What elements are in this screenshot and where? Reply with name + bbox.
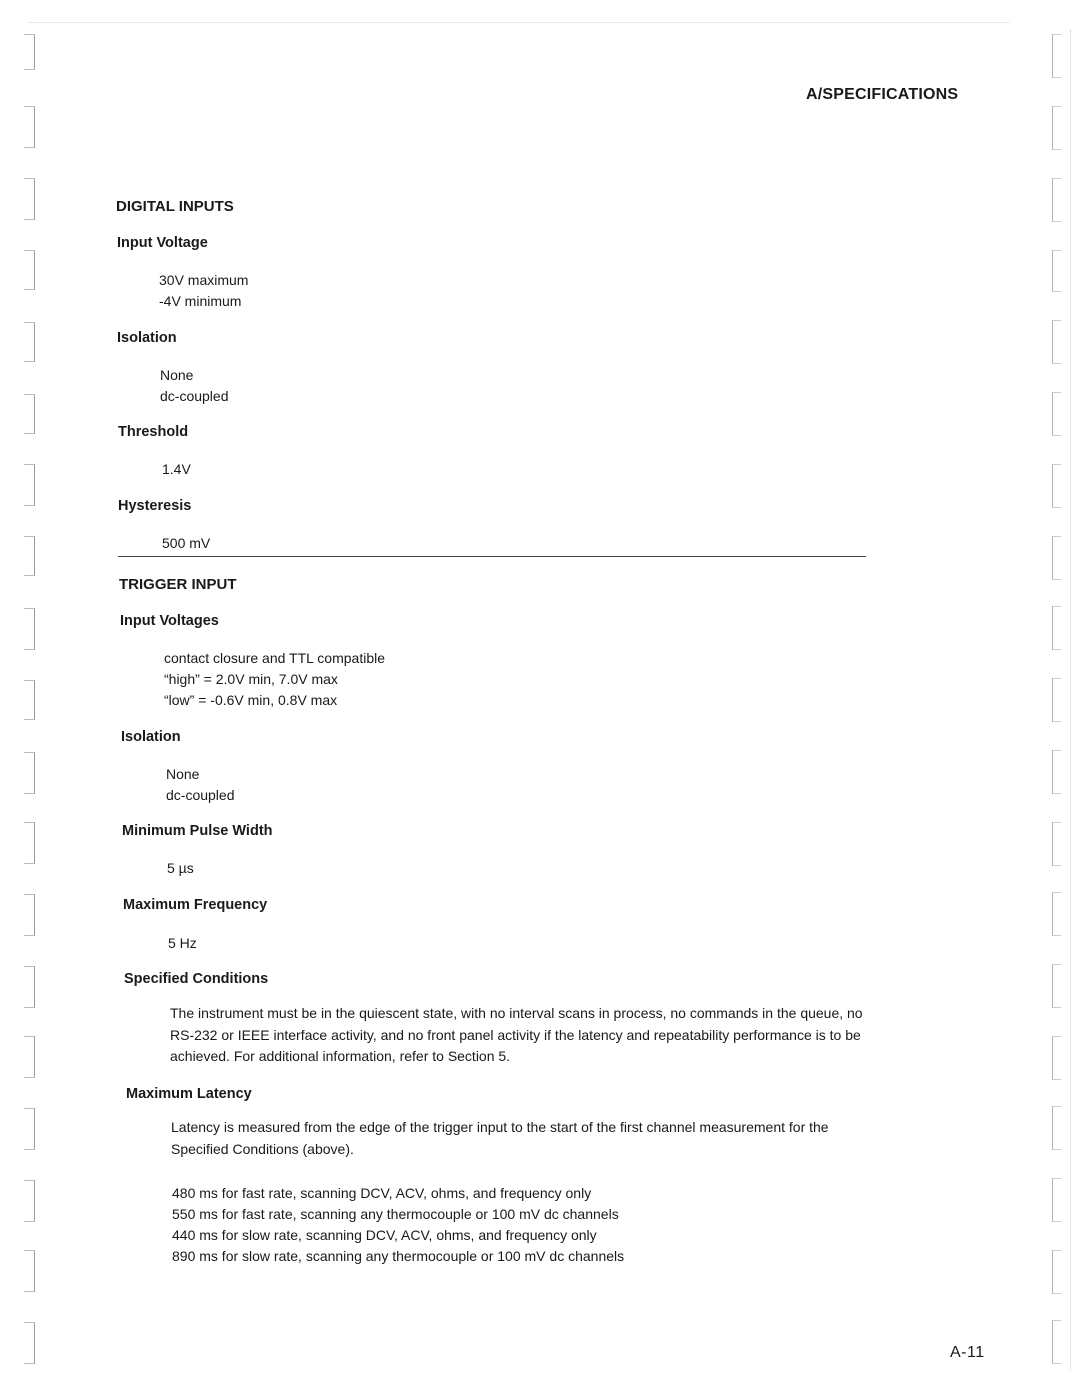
binder-mark (24, 608, 35, 650)
binder-mark (24, 34, 35, 70)
page-header-title: A/SPECIFICATIONS (806, 86, 959, 103)
spec-label-hysteresis: Hysteresis (118, 498, 192, 514)
binder-mark (1052, 464, 1061, 508)
spec-label-isolation: Isolation (117, 330, 177, 346)
binder-mark (1052, 678, 1061, 722)
spec-value: None (160, 367, 194, 383)
spec-value: 30V maximum (159, 272, 249, 288)
binder-mark (1052, 822, 1061, 866)
binder-mark (1052, 964, 1061, 1008)
spec-label-input-voltage: Input Voltage (117, 235, 208, 251)
binder-mark (1052, 250, 1061, 292)
binder-mark (1052, 106, 1061, 150)
binder-mark (1052, 1178, 1061, 1222)
binder-mark (1052, 1106, 1061, 1150)
binder-mark (1052, 892, 1061, 936)
binder-mark (1052, 392, 1061, 436)
scan-right-edge (1070, 30, 1071, 1370)
spec-value: contact closure and TTL compatible (164, 650, 386, 666)
spec-label-specified-conditions: Specified Conditions (124, 971, 269, 987)
binder-mark (24, 394, 35, 434)
spec-value: 5 µs (167, 860, 194, 876)
spec-value: 440 ms for slow rate, scanning DCV, ACV, ohms, and frequency only (172, 1227, 597, 1243)
binder-mark (24, 894, 35, 936)
binder-mark (24, 250, 35, 290)
spec-paragraph: The instrument must be in the quiescent state, with no interval scans in process, no commands in the queue, no RS-232 or IEEE interface activity, and no front panel activity if the latency and repeatability performance is to be achieved. For additional information, refer to Section 5. (170, 1005, 863, 1064)
section-title-trigger-input: TRIGGER INPUT (119, 576, 237, 593)
section-title-digital-inputs: DIGITAL INPUTS (116, 198, 234, 215)
binder-mark (24, 106, 35, 148)
binder-mark (24, 1250, 35, 1292)
spec-value: “high” = 2.0V min, 7.0V max (164, 671, 338, 687)
binder-mark (24, 322, 35, 362)
binder-mark (1052, 606, 1061, 650)
section-divider (118, 556, 866, 557)
spec-label-threshold: Threshold (118, 424, 189, 440)
spec-value: 500 mV (162, 535, 211, 551)
spec-label-isolation: Isolation (121, 729, 181, 745)
spec-label-maximum-latency: Maximum Latency (126, 1086, 252, 1102)
spec-value: dc-coupled (166, 787, 235, 803)
spec-paragraph: Latency is measured from the edge of the trigger input to the start of the first channel measurement for the Specified Conditions (above). (171, 1119, 829, 1157)
spec-value: 1.4V (162, 461, 191, 477)
spec-value: 480 ms for fast rate, scanning DCV, ACV, ohms, and frequency only (172, 1185, 592, 1201)
binder-mark (24, 536, 35, 576)
binder-mark (1052, 1320, 1061, 1364)
binder-mark (1052, 1250, 1061, 1294)
binder-mark (24, 178, 35, 220)
spec-label-maximum-frequency: Maximum Frequency (123, 897, 268, 913)
spec-value: None (166, 766, 200, 782)
binder-mark (1052, 750, 1061, 794)
spec-value: -4V minimum (159, 293, 242, 309)
binder-mark (1052, 536, 1061, 580)
binder-mark (1052, 34, 1061, 78)
binder-mark (24, 680, 35, 720)
binder-mark (1052, 178, 1061, 222)
binder-mark (24, 464, 35, 506)
spec-value: 550 ms for fast rate, scanning any thermocouple or 100 mV dc channels (172, 1206, 619, 1222)
binder-mark (1052, 1036, 1061, 1080)
binder-mark (24, 1108, 35, 1150)
binder-mark (24, 966, 35, 1008)
page-number: A-11 (950, 1344, 985, 1361)
spec-value: 5 Hz (168, 935, 197, 951)
binder-mark (24, 822, 35, 864)
spec-label-input-voltages: Input Voltages (120, 613, 219, 629)
binder-mark (1052, 320, 1061, 364)
scan-top-edge (28, 22, 1010, 23)
binder-mark (24, 1180, 35, 1222)
spec-value: “low” = -0.6V min, 0.8V max (164, 692, 338, 708)
binder-mark (24, 1322, 35, 1364)
binder-mark (24, 752, 35, 794)
spec-value: 890 ms for slow rate, scanning any thermocouple or 100 mV dc channels (172, 1248, 625, 1264)
spec-value: dc-coupled (160, 388, 229, 404)
spec-label-minimum-pulse-width: Minimum Pulse Width (122, 823, 273, 839)
binder-mark (24, 1036, 35, 1078)
